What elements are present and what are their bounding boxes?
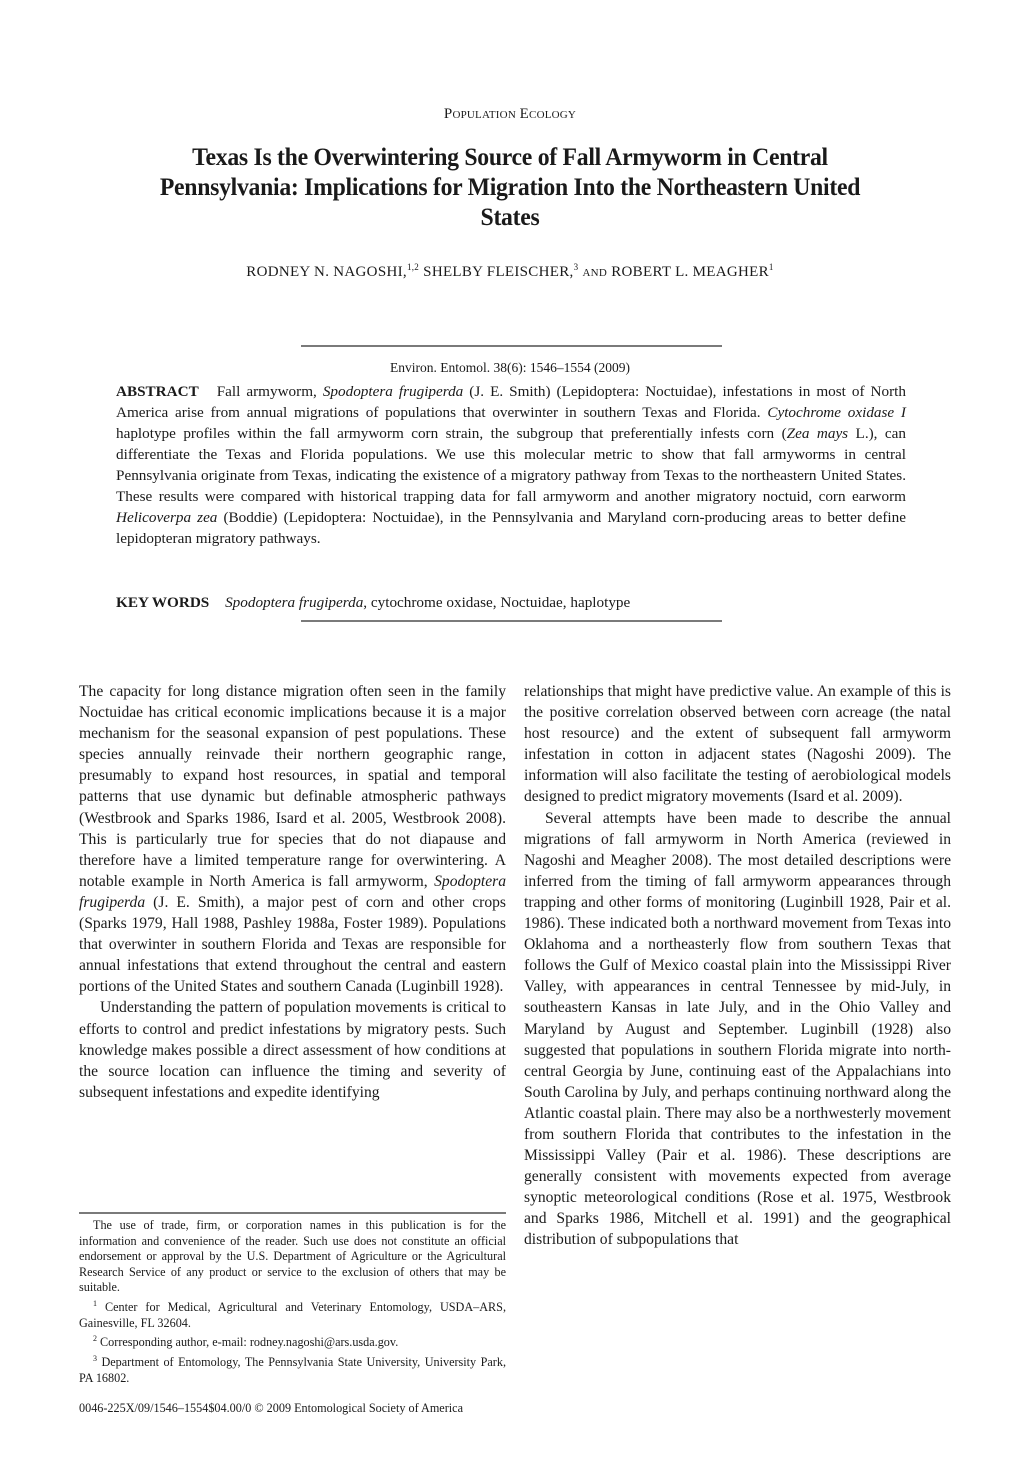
footnote-text: Department of Entomology, The Pennsylvania State University, University Park, PA 16802. xyxy=(79,1354,506,1385)
abstract-species-name: Spodoptera frugiperda xyxy=(322,383,464,400)
abstract-species-name: Helicoverpa zea xyxy=(116,509,218,526)
author-affiliation: 3 xyxy=(573,262,579,272)
footnote-item xyxy=(79,1351,506,1386)
section-label-rest-2: COLOGY xyxy=(529,109,577,121)
abstract-label: ABSTRACT xyxy=(116,383,199,400)
author-conjunction: AND xyxy=(582,267,608,279)
footnote-item xyxy=(79,1331,506,1351)
author-affiliation: 1,2 xyxy=(406,262,420,272)
footnote-item xyxy=(79,1296,506,1331)
body-paragraph xyxy=(79,681,506,997)
footnote-disclaimer xyxy=(79,1218,506,1296)
journal-citation: Environ. Entomol. 38(6): 1546–1554 (2009) xyxy=(390,360,630,375)
paper-title: Texas Is the Overwintering Source of Fall Armyworm in Central Pennsylvania: Implications for Migration Into the Northeastern United States xyxy=(159,142,861,231)
footnote-marker: 2 xyxy=(93,1334,97,1344)
author-list xyxy=(0,262,1020,281)
body-text: (J. E. Smith), a major pest of corn and other crops (Sparks 1979, Hall 1988, Pashley 1988a, Foster 1989). Populations that overwinter in southern Florida and Texas are responsible for annual infestations that extend throughout the central and eastern portions of the United States and southern Canada (Luginbill 1928). xyxy=(79,893,506,996)
footnote-text: The use of trade, firm, or corporation names in this publication is for the information and convenience of the reader. Such use does not constitute an official endorsement or approval by the U.S. Department of Agriculture or the Agricultural Research Service of any product or service to the exclusion of others that may be suitable. xyxy=(79,1218,506,1295)
section-label xyxy=(0,106,1020,123)
body-column-right xyxy=(524,681,951,1251)
abstract-text: haplotype profiles within the fall armyworm corn strain, the subgroup that preferentially infests corn ( xyxy=(116,425,787,442)
keywords-label: KEY WORDS xyxy=(116,594,210,611)
footnote-rule xyxy=(79,1212,506,1214)
abstract-text: (J. E. Smith) (Lepidoptera: Noctuidae), infestations in most of North America arise from annual migrations of populations that overwinter in southern Texas and Florida. xyxy=(116,383,906,421)
section-label-initial: P xyxy=(443,106,453,122)
abstract xyxy=(116,381,906,549)
footnote-text: Center for Medical, Agricultural and Veterinary Entomology, USDA–ARS, Gainesville, FL 32604. xyxy=(79,1300,506,1330)
author-name: RODNEY N. NAGOSHI, xyxy=(246,264,407,280)
abstract-text: L.), can differentiate the Texas and Florida populations. We use this molecular metric to show that fall armyworms in central Pennsylvania originate from Texas, indicating the existence of a migratory pathway from Texas to the northeastern United States. These results were compared with historical trapping data for fall armyworm and another migratory noctuid, corn earworm xyxy=(116,425,907,505)
body-paragraph: Several attempts have been made to describe the annual migrations of fall armyworm in North America (reviewed in Nagoshi and Meagher 2008). The most detailed descriptions were inferred from the timing of fall armyworm appearances through trapping and other forms of monitoring (Luginbill 1928, Pair et al. 1986). These indicated both a northward movement from Texas into Oklahoma and a northeasterly flow from southern Texas that follows the Gulf of Mexico coastal plain into the Mississippi River Valley, with appearances in central Tennessee by mid-July, in southeastern Kansas in late July, and in the Ohio Valley and Maryland by August and September. Luginbill (1928) also suggested that populations in southern Florida migrate into north-central Georgia by June, continuing east of the Appalachians into South Carolina by July, and perhaps continuing northward along the Atlantic coastal plain. There may also be a northwesterly movement from southern Florida that contributes to the infestation in the Mississippi Valley (Pair et al. 1986). These descriptions are generally consistent with movements expected from average synoptic meteorological conditions (Rose et al. 1975, Westbrook and Sparks 1986, Mitchell et al. 1991) and the geographical distribution of subpopulations that xyxy=(524,809,951,1249)
body-paragraph: relationships that might have predictive value. An example of this is the positive correlation observed between corn acreage (the natal host resource) and the extent of subsequent fall armyworm infestation in cotton in adjacent states (Nagoshi 2009). The information will also facilitate the testing of aerobiological models designed to predict migratory movements (Isard et al. 2009). xyxy=(524,683,951,806)
abstract-species-name: Zea mays xyxy=(786,425,849,442)
abstract-bottom-rule xyxy=(301,620,722,622)
footnote-text: Corresponding author, e-mail: rodney.nagoshi@ars.usda.gov. xyxy=(97,1335,399,1350)
abstract-gene-name: Cytochrome oxidase I xyxy=(767,404,906,421)
body-species-name: Spodoptera frugiperda xyxy=(79,872,506,911)
keyword-species: Spodoptera frugiperda xyxy=(225,594,364,611)
author-affiliation: 1 xyxy=(768,262,774,272)
footnotes xyxy=(79,1218,506,1386)
footnote-marker: 3 xyxy=(93,1353,97,1363)
body-paragraph: Understanding the pattern of population movements is critical to efforts to control and predict infestations by migratory pests. Such knowledge makes possible a direct assessment of how conditions at the source location can influence the timing and severity of subsequent infestations and expedite identifying xyxy=(79,999,506,1101)
body-text: The capacity for long distance migration often seen in the family Noctuidae has critical economic implications because it is a major mechanism for the seasonal expansion of pest populations. These species annually reinvade their northern geographic range, presumably to expand host resources, in spatial and temporal patterns that use dynamic but definable atmospheric pathways (Westbrook and Sparks 1986, Isard et al. 2005, Westbrook 2008). This is particularly true for species that do not diapause and therefore have a limited temperature range for overwintering. A notable example in North America is fall armyworm, xyxy=(79,683,506,890)
author-name: ROBERT L. MEAGHER xyxy=(611,264,769,280)
author-name: SHELBY FLEISCHER, xyxy=(423,264,574,280)
section-label-rest: OPULATION xyxy=(452,109,516,121)
abstract-top-rule xyxy=(301,345,722,347)
footnote-marker: 1 xyxy=(93,1298,97,1308)
abstract-text: (Boddie) (Lepidoptera: Noctuidae), in the Pennsylvania and Maryland corn-producing areas to better define lepidopteran migratory pathways. xyxy=(116,509,906,547)
section-label-initial-2: E xyxy=(519,106,530,122)
body-column-left xyxy=(79,681,506,1103)
keywords xyxy=(116,592,906,613)
keywords-text: , cytochrome oxidase, Noctuidae, haplotype xyxy=(363,594,631,611)
abstract-text: Fall armyworm, xyxy=(216,383,323,400)
copyright-line: 0046-225X/09/1546–1554$04.00/0 © 2009 Entomological Society of America xyxy=(79,1401,463,1415)
